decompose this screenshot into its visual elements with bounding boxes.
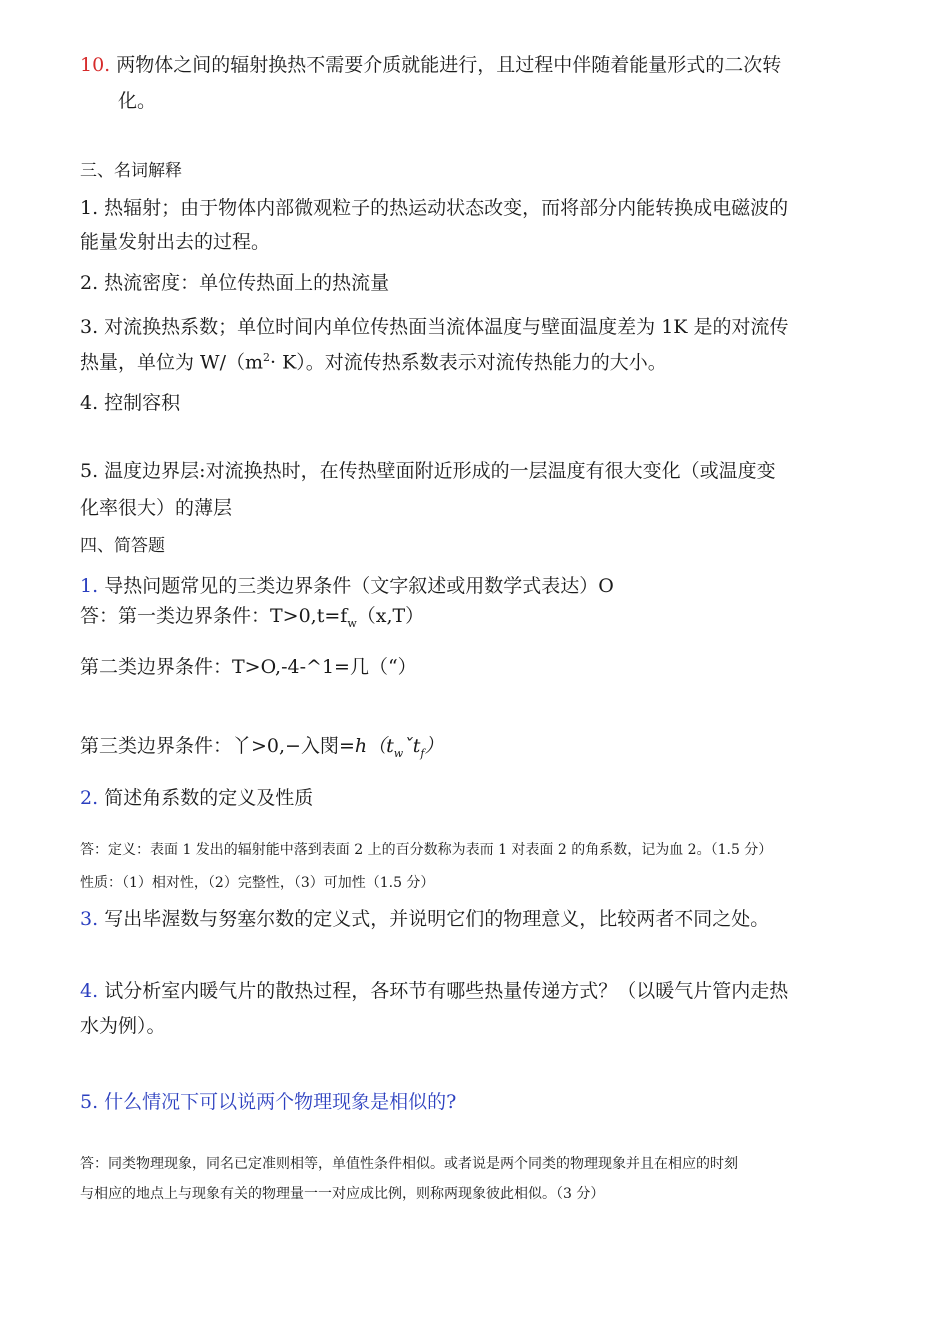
q4-question-line1: [80, 980, 788, 1003]
term1-line2: 能量发射出去的过程。: [80, 231, 271, 253]
q1-cond3-c: ˇt: [403, 735, 421, 757]
q10-number: 10.: [80, 54, 111, 76]
term3-line2-a: 热量，单位为 W/（m: [80, 351, 263, 374]
term3-line1: 3. 对流换热系数；单位时间内单位传热面当流体温度与壁面温度差为 1K 是的对流传: [80, 316, 789, 338]
q1-text: 导热问题常见的三类边界条件（文字叙述或用数学式表达）O: [104, 575, 614, 597]
term5-line2: 化率很大）的薄层: [80, 497, 233, 519]
term5-line1: 5. 温度边界层:对流换热时，在传热壁面附近形成的一层温度有很大变化（或温度变: [80, 460, 776, 482]
section3-title: 三、名词解释: [80, 161, 182, 181]
q1-answer-b: （x,T）: [356, 605, 425, 627]
q10-line2: 化。: [118, 90, 157, 112]
term3-line2: [80, 351, 667, 374]
q1-number: 1.: [80, 575, 99, 597]
q2-answer-properties: 性质：（1）相对性，（2）完整性，（3）可加性（1.5 分）: [80, 875, 435, 891]
q5-answer-line1: 答：同类物理现象，同名已定准则相等，单值性条件相似。或者说是两个同类的物理现象并且在相应的时刻: [80, 1156, 738, 1172]
q2-number: 2.: [80, 787, 99, 809]
q3-text: 写出毕渥数与努塞尔数的定义式，并说明它们的物理意义，比较两者不同之处。: [104, 908, 770, 930]
q1-answer-a: 答：第一类边界条件：T>0,t=f: [80, 605, 348, 627]
q1-question: [80, 575, 614, 598]
term4: 4. 控制容积: [80, 392, 181, 414]
q1-condition2: 第二类边界条件：T>O,-4-^1=几（“）: [80, 656, 417, 678]
q10-line1: [80, 54, 781, 77]
q4-number: 4.: [80, 980, 99, 1002]
term1-line1: 1. 热辐射；由于物体内部微观粒子的热运动状态改变，而将部分内能转换成电磁波的: [80, 197, 789, 219]
q1-cond3-sub2: f: [420, 746, 425, 760]
q1-answer-subscript: w: [347, 616, 357, 630]
q1-cond3-sub1: w: [393, 746, 404, 760]
q2-text: 简述角系数的定义及性质: [104, 787, 314, 809]
term3-line2-b: · K）。对流传热系数表示对流传热能力的大小。: [270, 351, 667, 374]
q1-cond3-a: 第三类边界条件：丫>0,−入閔=: [80, 735, 355, 757]
q2-answer-definition: 答：定义：表面 1 发出的辐射能中落到表面 2 上的百分数称为表而 1 对表面 2 的角系数，记为血 2。（1.5 分）: [80, 842, 773, 858]
q5-question: 5. 什么情况下可以说两个物理现象是相似的?: [80, 1091, 457, 1113]
q1-answer: [80, 605, 424, 630]
q2-question: [80, 787, 313, 810]
term3-superscript: 2: [263, 351, 270, 364]
q5-answer-line2: 与相应的地点上与现象有关的物理量一一对应成比例，则称两现象彼此相似。（3 分）: [80, 1186, 605, 1202]
q1-condition3: [80, 735, 443, 760]
q3-question: [80, 908, 769, 931]
q3-number: 3.: [80, 908, 99, 930]
q4-text: 试分析室内暖气片的散热过程，各环节有哪些热量传递方式？（以暖气片管内走热: [104, 980, 789, 1002]
q1-cond3-b: h（t: [354, 735, 394, 757]
q1-cond3-d: ）: [424, 735, 444, 757]
term2: 2. 热流密度：单位传热面上的热流量: [80, 272, 390, 294]
q10-text: 两物体之间的辐射换热不需要介质就能进行，且过程中伴随着能量形式的二次转: [116, 54, 782, 76]
q4-question-line2: 水为例）。: [80, 1015, 166, 1037]
section4-title: 四、简答题: [80, 536, 165, 556]
